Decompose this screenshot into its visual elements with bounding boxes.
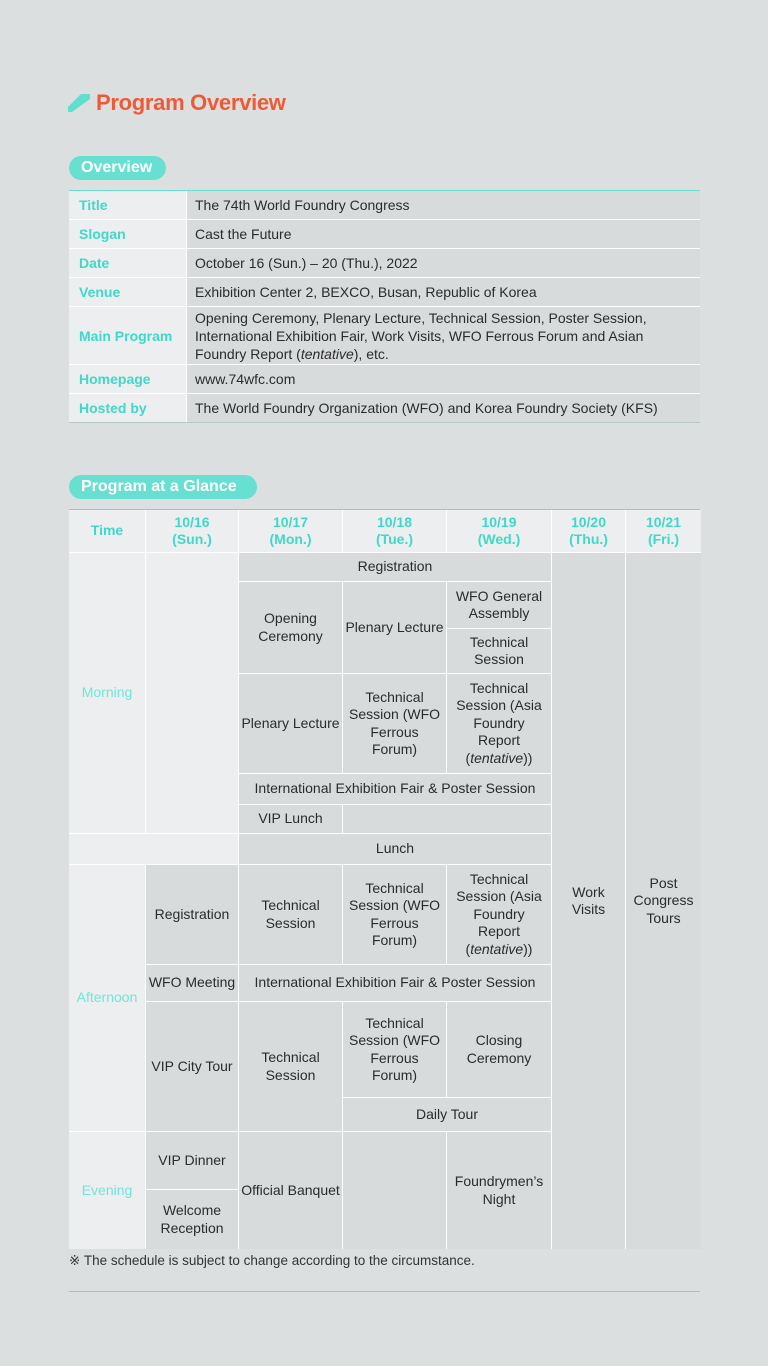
daily-tour-cell: Daily Tour bbox=[343, 1098, 551, 1131]
plenary-lecture-cell: Plenary Lecture bbox=[239, 674, 342, 773]
overview-key: Date bbox=[69, 249, 186, 277]
technical-session-pm-cell: Technical Session bbox=[239, 865, 342, 964]
overview-value: October 16 (Sun.) – 20 (Thu.), 2022 bbox=[186, 249, 700, 277]
vip-lunch-cell: VIP Lunch bbox=[239, 805, 342, 833]
overview-row bbox=[69, 191, 700, 220]
overview-value: Cast the Future bbox=[186, 220, 700, 248]
overview-label: Overview bbox=[69, 156, 166, 180]
asia-foundry-report-cell: Technical Session (Asia Foundry Report (tentative)) bbox=[447, 674, 551, 773]
page-title: Program Overview bbox=[96, 90, 286, 115]
registration-cell: Registration bbox=[239, 553, 551, 581]
schedule-note: ※ The schedule is subject to change according to the circumstance. bbox=[69, 1253, 475, 1268]
overview-table bbox=[69, 191, 700, 423]
technical-session-pm2-cell: Technical Session bbox=[239, 1002, 342, 1131]
overview-value: Exhibition Center 2, BEXCO, Busan, Republic of Korea bbox=[186, 278, 700, 306]
schedule-grid bbox=[69, 510, 701, 1249]
wfo-general-assembly-cell: WFO General Assembly bbox=[447, 582, 551, 628]
overview-key: Title bbox=[69, 191, 186, 219]
overview-row bbox=[69, 365, 700, 394]
wfo-meeting-cell: WFO Meeting bbox=[146, 965, 238, 1001]
technical-session-ferrous-pm-cell: Technical Session (WFO Ferrous Forum) bbox=[343, 865, 446, 964]
opening-ceremony-cell: Opening Ceremony bbox=[239, 582, 342, 673]
overview-key: Hosted by bbox=[69, 394, 186, 422]
overview-row bbox=[69, 220, 700, 249]
header-day: 10/18 (Tue.) bbox=[343, 510, 446, 552]
overview-key: Main Program bbox=[69, 307, 186, 364]
overview-value: The World Foundry Organization (WFO) and Korea Foundry Society (KFS) bbox=[186, 394, 700, 422]
welcome-reception-cell: Welcome Reception bbox=[146, 1190, 238, 1249]
vip-city-tour-cell: VIP City Tour bbox=[146, 1002, 238, 1131]
official-banquet-cell: Official Banquet bbox=[239, 1132, 342, 1249]
evening-blank bbox=[343, 1132, 446, 1249]
bottom-rule bbox=[69, 1291, 700, 1292]
lunch-blank bbox=[69, 834, 238, 864]
closing-ceremony-cell: Closing Ceremony bbox=[447, 1002, 551, 1097]
period-evening: Evening bbox=[69, 1132, 145, 1249]
overview-key: Homepage bbox=[69, 365, 186, 393]
overview-value: The 74th World Foundry Congress bbox=[186, 191, 700, 219]
vip-dinner-cell: VIP Dinner bbox=[146, 1132, 238, 1189]
foundrymens-night-cell: Foundrymen’s Night bbox=[447, 1132, 551, 1249]
exhibition-pm-cell: International Exhibition Fair & Poster Session bbox=[239, 965, 551, 1001]
overview-value bbox=[186, 307, 700, 364]
homepage-link[interactable]: www.74wfc.com bbox=[186, 365, 700, 393]
period-afternoon: Afternoon bbox=[69, 865, 145, 1131]
header-day: 10/16 (Sun.) bbox=[146, 510, 238, 552]
vip-lunch-blank bbox=[343, 805, 551, 833]
plenary-lecture-cell: Plenary Lecture bbox=[343, 582, 446, 673]
glance-label: Program at a Glance bbox=[69, 475, 257, 499]
overview-key: Venue bbox=[69, 278, 186, 306]
overview-row bbox=[69, 249, 700, 278]
page-heading bbox=[68, 88, 286, 118]
exhibition-cell: International Exhibition Fair & Poster Session bbox=[239, 774, 551, 804]
overview-row bbox=[69, 278, 700, 307]
header-day: 10/17 (Mon.) bbox=[239, 510, 342, 552]
main-program-tentative: tentative bbox=[300, 345, 354, 362]
header-time: Time bbox=[69, 510, 145, 552]
overview-key: Slogan bbox=[69, 220, 186, 248]
lunch-cell: Lunch bbox=[239, 834, 551, 864]
work-visits-cell: Work Visits bbox=[552, 553, 625, 1249]
technical-session-ferrous-pm2-cell: Technical Session (WFO Ferrous Forum) bbox=[343, 1002, 446, 1097]
overview-row bbox=[69, 394, 700, 423]
technical-session-cell: Technical Session bbox=[447, 629, 551, 673]
technical-session-ferrous-cell: Technical Session (WFO Ferrous Forum) bbox=[343, 674, 446, 773]
header-day: 10/20 (Thu.) bbox=[552, 510, 625, 552]
header-day: 10/19 (Wed.) bbox=[447, 510, 551, 552]
post-congress-tours-cell: Post Congress Tours bbox=[626, 553, 701, 1249]
registration-pm-cell: Registration bbox=[146, 865, 238, 964]
sunday-morning-blank bbox=[146, 553, 238, 833]
overview-row bbox=[69, 307, 700, 365]
header-day: 10/21 (Fri.) bbox=[626, 510, 701, 552]
period-morning: Morning bbox=[69, 553, 145, 833]
asia-foundry-report-pm-cell: Technical Session (Asia Foundry Report (tentative)) bbox=[447, 865, 551, 964]
main-program-end: ), etc. bbox=[353, 345, 389, 362]
main-program-text: Opening Ceremony, Plenary Lecture, Technical Session, Poster Session, International Exhibition Fair, Work Visits, WFO Ferrous Forum and Asian Foundry Report ( bbox=[195, 309, 647, 362]
slash-mark-icon bbox=[68, 94, 90, 112]
